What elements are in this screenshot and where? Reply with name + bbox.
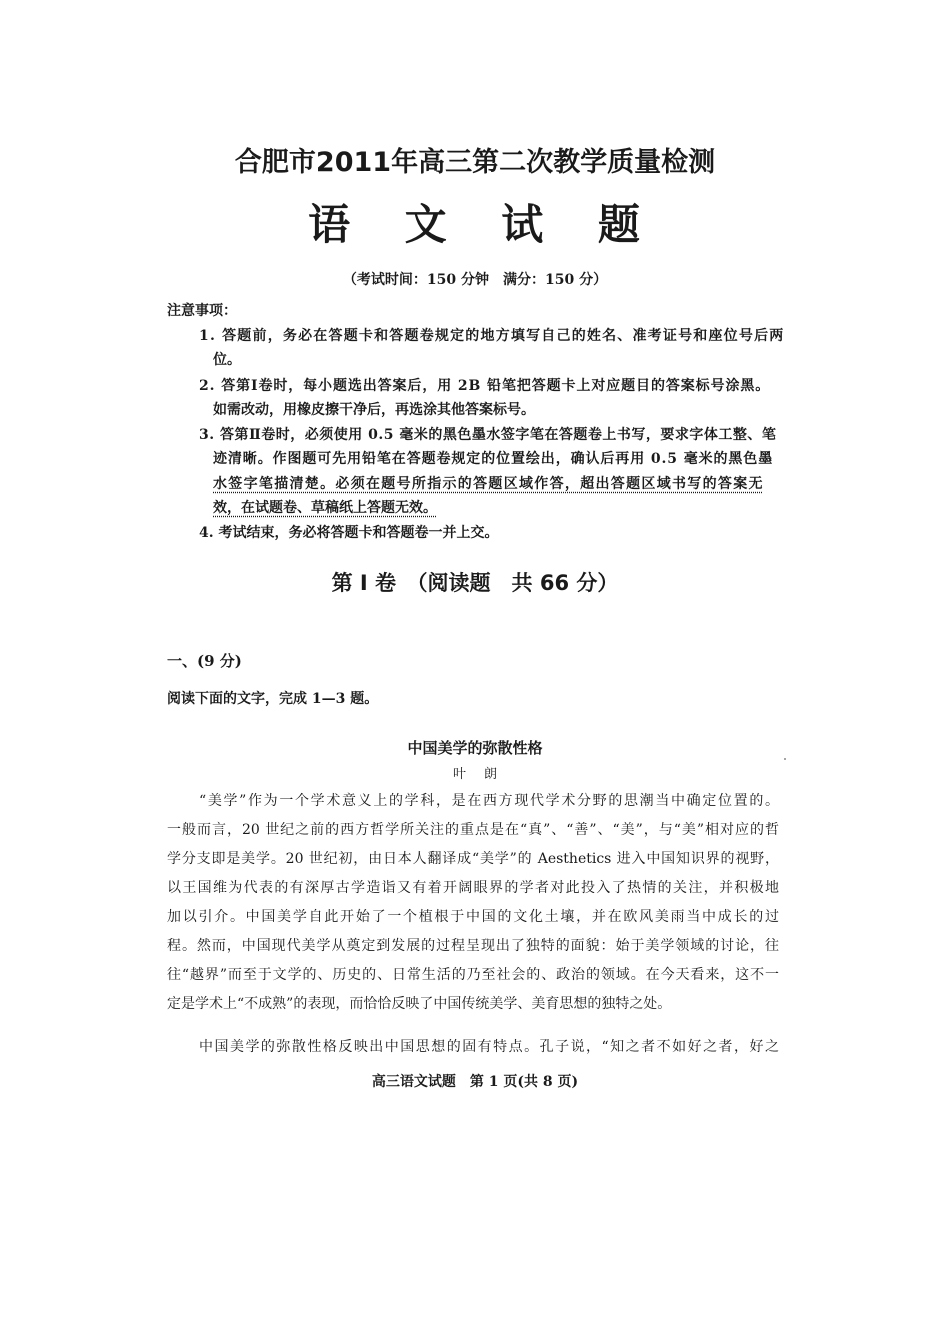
reading-instruction: 阅读下面的文字，完成 1—3 题。 xyxy=(167,691,379,707)
article-line: 定是学术上“不成熟”的表现，而恰恰反映了中国传统美学、美育思想的独特之处。 xyxy=(167,996,672,1012)
article-line: 往“越界”而至于文学的、历史的、日常生活的乃至社会的、政治的领域。在今天看来，这不一 xyxy=(167,967,779,983)
notice-heading: 注意事项： xyxy=(167,303,237,319)
article-line: 学分支即是美学。20 世纪初，由日本人翻译成“美学”的 Aesthetics 进入中国知识界的视野， xyxy=(167,851,779,867)
article-line: 中国美学的弥散性格反映出中国思想的固有特点。孔子说，“知之者不如好之者，好之 xyxy=(199,1039,779,1055)
article-title: 中国美学的弥散性格 xyxy=(407,739,543,757)
scan-speck xyxy=(784,758,786,760)
exam-info: （考试时间：150 分钟 满分：150 分） xyxy=(342,272,608,288)
article-line: 加以引介。中国美学自此开始了一个植根于中国的文化土壤，并在欧风美雨当中成长的过 xyxy=(167,909,779,925)
page-footer: 高三语文试题 第 1 页(共 8 页) xyxy=(371,1074,579,1090)
notice-line: 如需改动，用橡皮擦干净后，再选涂其他答案标号。 xyxy=(213,402,535,418)
notice-line: 效，在试题卷、草稿纸上答题无效。 xyxy=(213,500,437,516)
article-line: 以王国维为代表的有深厚古学造诣又有着开阔眼界的学者对此投入了热情的关注，并积极地 xyxy=(167,880,779,896)
part-label: 一、(9 分) xyxy=(167,652,242,670)
notice-line: 3. 答第Ⅱ卷时，必须使用 0.5 毫米的黑色墨水签字笔在答题卷上书写，要求字体工整、笔 xyxy=(199,427,777,443)
article-line: “美学”作为一个学术意义上的学科，是在西方现代学术分野的思潮当中确定位置的。 xyxy=(199,793,779,809)
section-heading: 第 Ⅰ 卷 （阅读题 共 66 分） xyxy=(331,571,619,595)
article-line: 一般而言，20 世纪之前的西方哲学所关注的重点是在“真”、“善”、“美”，与“美”相对应的哲 xyxy=(167,822,779,838)
notice-line: 水签字笔描清楚。必须在题号所指示的答题区域作答，超出答题区域书写的答案无 xyxy=(213,476,764,492)
notice-line: 迹清晰。作图题可先用铅笔在答题卷规定的位置绘出，确认后再用 0.5 毫米的黑色墨 xyxy=(213,451,774,467)
exam-name: 合肥市2011年高三第二次教学质量检测 xyxy=(234,147,716,178)
article-line: 程。然而，中国现代美学从奠定到发展的过程呈现出了独特的面貌：始于美学领域的讨论，往 xyxy=(167,938,779,954)
notice-line: 2. 答第Ⅰ卷时，每小题选出答案后，用 2B 铅笔把答题卡上对应题目的答案标号涂黑。 xyxy=(199,378,771,394)
article-author: 叶朗 xyxy=(452,767,515,782)
notice-line: 1. 答题前，务必在答题卡和答题卷规定的地方填写自己的姓名、准考证号和座位号后两 xyxy=(199,328,785,344)
notice-line: 4. 考试结束，务必将答题卡和答题卷一并上交。 xyxy=(199,525,499,541)
subject-title: 语 文 试 题 xyxy=(308,200,660,249)
notice-line: 位。 xyxy=(213,352,241,368)
